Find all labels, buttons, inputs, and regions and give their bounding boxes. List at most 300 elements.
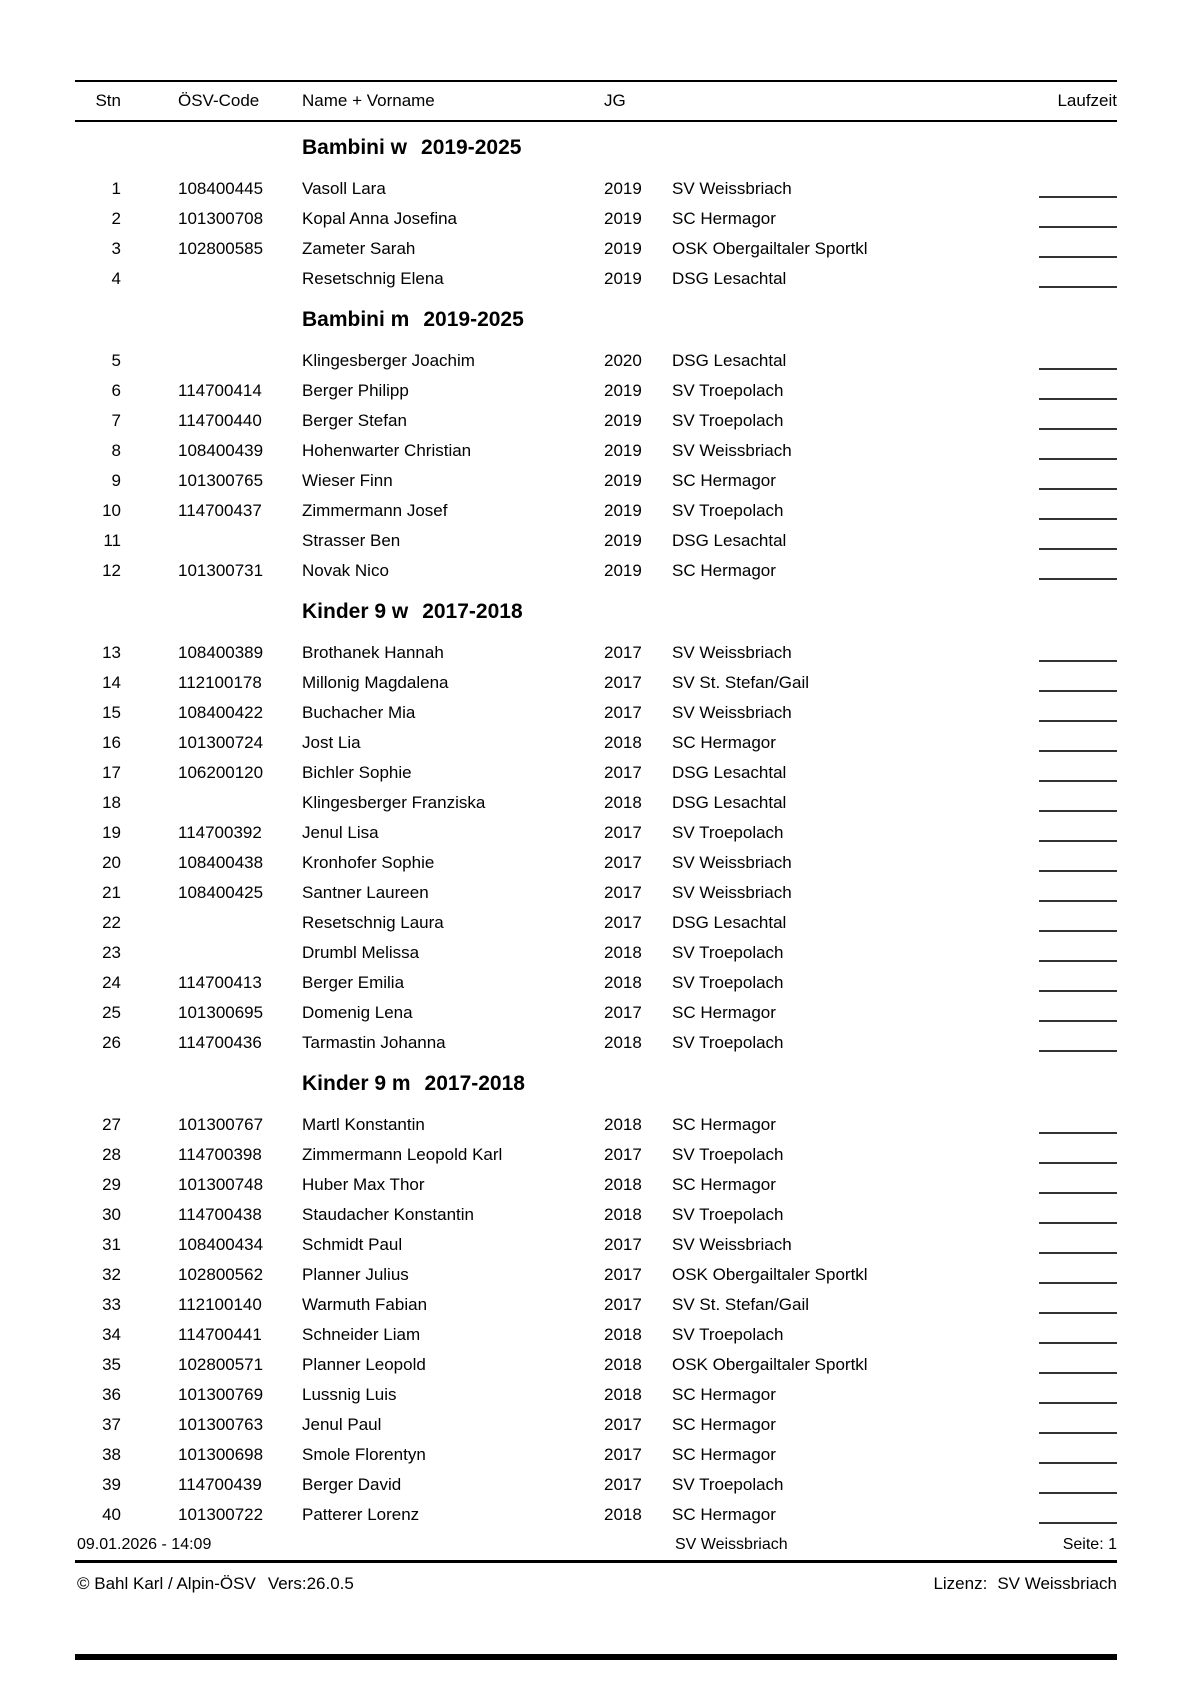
laufzeit-fill-in-line <box>1039 938 1117 962</box>
row-oesv-code: 114700398 <box>178 1145 262 1164</box>
row-laufzeit-cell <box>1039 1110 1117 1140</box>
row-laufzeit-cell <box>1039 668 1117 698</box>
row-birth-year: 2017 <box>604 1265 642 1284</box>
row-club: SV Troepolach <box>672 501 784 520</box>
row-athlete-name: Vasoll Lara <box>302 179 386 198</box>
row-start-number: 33 <box>102 1295 121 1314</box>
row-start-number: 23 <box>102 943 121 962</box>
row-oesv-code: 114700440 <box>178 411 262 430</box>
laufzeit-fill-in-line <box>1039 264 1117 288</box>
license-footer <box>75 1563 1117 1605</box>
table-row <box>75 1320 1117 1350</box>
row-birth-year: 2019 <box>604 531 642 550</box>
laufzeit-fill-in-line <box>1039 1320 1117 1344</box>
table-row <box>75 234 1117 264</box>
row-birth-year: 2017 <box>604 1145 642 1164</box>
row-club: DSG Lesachtal <box>672 793 787 812</box>
row-oesv-code: 101300695 <box>178 1003 264 1022</box>
row-club: SV Weissbriach <box>672 643 792 662</box>
row-birth-year: 2017 <box>604 1003 642 1022</box>
row-start-number: 31 <box>102 1235 121 1254</box>
row-birth-year: 2018 <box>604 1355 642 1374</box>
table-row <box>75 436 1117 466</box>
row-start-number: 28 <box>102 1145 121 1164</box>
row-start-number: 13 <box>102 643 121 662</box>
section-title <box>75 122 1117 174</box>
row-birth-year: 2019 <box>604 501 642 520</box>
table-row <box>75 1500 1117 1530</box>
col-header-stn: Stn <box>95 91 121 110</box>
row-start-number: 30 <box>102 1205 121 1224</box>
row-athlete-name: Klingesberger Joachim <box>302 351 475 370</box>
row-birth-year: 2017 <box>604 883 642 902</box>
row-athlete-name: Resetschnig Laura <box>302 913 444 932</box>
row-club: OSK Obergailtaler Sportkl <box>672 1265 868 1284</box>
row-club: SV Troepolach <box>672 943 784 962</box>
row-start-number: 39 <box>102 1475 121 1494</box>
laufzeit-fill-in-line <box>1039 556 1117 580</box>
row-athlete-name: Drumbl Melissa <box>302 943 420 962</box>
table-row <box>75 848 1117 878</box>
laufzeit-fill-in-line <box>1039 818 1117 842</box>
row-birth-year: 2019 <box>604 411 642 430</box>
table-row <box>75 174 1117 204</box>
row-athlete-name: Brothanek Hannah <box>302 643 444 662</box>
row-birth-year: 2018 <box>604 973 642 992</box>
row-laufzeit-cell <box>1039 908 1117 938</box>
row-club: SV Weissbriach <box>672 1235 792 1254</box>
row-athlete-name: Wieser Finn <box>302 471 393 490</box>
table-row <box>75 728 1117 758</box>
row-start-number: 22 <box>102 913 121 932</box>
row-athlete-name: Domenig Lena <box>302 1003 413 1022</box>
row-oesv-code <box>178 788 302 818</box>
table-row <box>75 788 1117 818</box>
row-start-number: 14 <box>102 673 121 692</box>
row-oesv-code: 112100140 <box>178 1295 262 1314</box>
table-row <box>75 638 1117 668</box>
version-text: Vers:26.0.5 <box>267 1574 354 1593</box>
laufzeit-fill-in-line <box>1039 848 1117 872</box>
footer-datetime: 09.01.2026 - 14:09 <box>77 1536 212 1553</box>
row-oesv-code: 108400439 <box>178 441 264 460</box>
row-oesv-code: 101300769 <box>178 1385 264 1404</box>
row-athlete-name: Schneider Liam <box>302 1325 421 1344</box>
table-row <box>75 878 1117 908</box>
row-laufzeit-cell <box>1039 556 1117 586</box>
row-start-number: 12 <box>102 561 121 580</box>
table-row <box>75 1260 1117 1290</box>
row-club: SC Hermagor <box>672 1385 776 1404</box>
row-birth-year: 2017 <box>604 703 642 722</box>
row-start-number: 8 <box>111 441 121 460</box>
row-oesv-code <box>178 264 302 294</box>
row-athlete-name: Warmuth Fabian <box>302 1295 428 1314</box>
row-start-number: 35 <box>102 1355 121 1374</box>
row-birth-year: 2018 <box>604 1205 642 1224</box>
row-athlete-name: Zimmermann Josef <box>302 501 448 520</box>
row-laufzeit-cell <box>1039 1230 1117 1260</box>
row-athlete-name: Bichler Sophie <box>302 763 412 782</box>
row-oesv-code: 101300748 <box>178 1175 264 1194</box>
row-athlete-name: Zimmermann Leopold Karl <box>302 1145 503 1164</box>
row-start-number: 10 <box>102 501 121 520</box>
row-birth-year: 2018 <box>604 1385 642 1404</box>
row-laufzeit-cell <box>1039 234 1117 264</box>
laufzeit-fill-in-line <box>1039 1290 1117 1314</box>
row-laufzeit-cell <box>1039 346 1117 376</box>
laufzeit-fill-in-line <box>1039 346 1117 370</box>
row-birth-year: 2017 <box>604 1475 642 1494</box>
row-oesv-code <box>178 908 302 938</box>
table-row <box>75 668 1117 698</box>
row-laufzeit-cell <box>1039 264 1117 294</box>
row-oesv-code: 101300763 <box>178 1415 264 1434</box>
row-oesv-code: 108400434 <box>178 1235 264 1254</box>
row-birth-year: 2017 <box>604 913 642 932</box>
section-class-name: Bambini m <box>302 308 410 331</box>
row-oesv-code: 101300765 <box>178 471 264 490</box>
col-header-club <box>672 82 1039 120</box>
row-oesv-code <box>178 526 302 556</box>
row-athlete-name: Planner Leopold <box>302 1355 426 1374</box>
row-club: SC Hermagor <box>672 209 776 228</box>
section-title <box>75 586 1117 638</box>
row-start-number: 20 <box>102 853 121 872</box>
row-birth-year: 2018 <box>604 1033 642 1052</box>
row-birth-year: 2018 <box>604 733 642 752</box>
row-athlete-name: Jenul Lisa <box>302 823 379 842</box>
row-oesv-code: 114700437 <box>178 501 262 520</box>
row-birth-year: 2017 <box>604 763 642 782</box>
row-athlete-name: Berger David <box>302 1475 402 1494</box>
laufzeit-fill-in-line <box>1039 998 1117 1022</box>
row-oesv-code: 112100178 <box>178 673 262 692</box>
row-club: SC Hermagor <box>672 1115 776 1134</box>
row-club: OSK Obergailtaler Sportkl <box>672 1355 868 1374</box>
row-laufzeit-cell <box>1039 698 1117 728</box>
row-start-number: 21 <box>102 883 121 902</box>
row-laufzeit-cell <box>1039 938 1117 968</box>
table-row <box>75 1170 1117 1200</box>
table-row <box>75 758 1117 788</box>
row-club: DSG Lesachtal <box>672 763 787 782</box>
section-class-name: Bambini w <box>302 136 408 159</box>
table-row <box>75 1200 1117 1230</box>
row-birth-year: 2017 <box>604 1295 642 1314</box>
table-row <box>75 1380 1117 1410</box>
row-club: DSG Lesachtal <box>672 913 787 932</box>
row-club: SV Weissbriach <box>672 853 792 872</box>
row-laufzeit-cell <box>1039 998 1117 1028</box>
row-club: SV Troepolach <box>672 1325 784 1344</box>
row-laufzeit-cell <box>1039 496 1117 526</box>
table-row <box>75 406 1117 436</box>
laufzeit-fill-in-line <box>1039 234 1117 258</box>
table-row <box>75 1350 1117 1380</box>
laufzeit-fill-in-line <box>1039 668 1117 692</box>
row-athlete-name: Tarmastin Johanna <box>302 1033 446 1052</box>
row-club: SV Weissbriach <box>672 883 792 902</box>
row-start-number: 32 <box>102 1265 121 1284</box>
laufzeit-fill-in-line <box>1039 638 1117 662</box>
row-club: SC Hermagor <box>672 1415 776 1434</box>
row-birth-year: 2019 <box>604 381 642 400</box>
row-oesv-code: 106200120 <box>178 763 264 782</box>
row-birth-year: 2018 <box>604 1505 642 1524</box>
row-athlete-name: Resetschnig Elena <box>302 269 444 288</box>
row-start-number: 11 <box>103 531 121 550</box>
row-laufzeit-cell <box>1039 878 1117 908</box>
laufzeit-fill-in-line <box>1039 908 1117 932</box>
row-athlete-name: Berger Emilia <box>302 973 405 992</box>
table-row <box>75 376 1117 406</box>
footer-club-name: SV Weissbriach <box>675 1536 788 1553</box>
row-birth-year: 2019 <box>604 179 642 198</box>
row-start-number: 27 <box>102 1115 121 1134</box>
row-athlete-name: Martl Konstantin <box>302 1115 425 1134</box>
row-laufzeit-cell <box>1039 788 1117 818</box>
laufzeit-fill-in-line <box>1039 1200 1117 1224</box>
row-club: DSG Lesachtal <box>672 351 787 370</box>
row-birth-year: 2018 <box>604 1175 642 1194</box>
row-start-number: 29 <box>102 1175 121 1194</box>
laufzeit-fill-in-line <box>1039 1350 1117 1374</box>
row-athlete-name: Jost Lia <box>302 733 361 752</box>
row-laufzeit-cell <box>1039 376 1117 406</box>
row-birth-year: 2017 <box>604 1415 642 1434</box>
row-laufzeit-cell <box>1039 728 1117 758</box>
col-header-jg: JG <box>604 91 626 110</box>
row-birth-year: 2018 <box>604 943 642 962</box>
laufzeit-fill-in-line <box>1039 788 1117 812</box>
row-athlete-name: Lussnig Luis <box>302 1385 397 1404</box>
footer-license <box>933 1563 1117 1605</box>
table-row <box>75 1140 1117 1170</box>
row-birth-year: 2019 <box>604 471 642 490</box>
row-club: SC Hermagor <box>672 1445 776 1464</box>
laufzeit-fill-in-line <box>1039 968 1117 992</box>
table-row <box>75 908 1117 938</box>
section-title <box>75 294 1117 346</box>
row-laufzeit-cell <box>1039 1290 1117 1320</box>
row-laufzeit-cell <box>1039 436 1117 466</box>
row-laufzeit-cell <box>1039 174 1117 204</box>
row-oesv-code: 102800562 <box>178 1265 264 1284</box>
row-start-number: 15 <box>102 703 121 722</box>
row-oesv-code: 101300767 <box>178 1115 264 1134</box>
row-birth-year: 2019 <box>604 269 642 288</box>
section-year-range: 2019-2025 <box>421 136 522 159</box>
row-birth-year: 2018 <box>604 1325 642 1344</box>
row-oesv-code: 101300731 <box>178 561 264 580</box>
row-oesv-code: 101300724 <box>178 733 264 752</box>
laufzeit-fill-in-line <box>1039 1380 1117 1404</box>
row-laufzeit-cell <box>1039 968 1117 998</box>
laufzeit-fill-in-line <box>1039 1470 1117 1494</box>
row-start-number: 5 <box>111 351 121 370</box>
row-start-number: 18 <box>102 793 121 812</box>
row-club: SV St. Stefan/Gail <box>672 1295 810 1314</box>
table-row <box>75 1470 1117 1500</box>
laufzeit-fill-in-line <box>1039 204 1117 228</box>
row-athlete-name: Strasser Ben <box>302 531 401 550</box>
row-athlete-name: Staudacher Konstantin <box>302 1205 475 1224</box>
row-athlete-name: Berger Philipp <box>302 381 409 400</box>
row-athlete-name: Smole Florentyn <box>302 1445 426 1464</box>
row-oesv-code: 108400389 <box>178 643 264 662</box>
laufzeit-fill-in-line <box>1039 698 1117 722</box>
table-row <box>75 556 1117 586</box>
laufzeit-fill-in-line <box>1039 1170 1117 1194</box>
laufzeit-fill-in-line <box>1039 1500 1117 1524</box>
row-club: SV Weissbriach <box>672 703 792 722</box>
row-birth-year: 2020 <box>604 351 642 370</box>
row-laufzeit-cell <box>1039 848 1117 878</box>
row-club: SV Troepolach <box>672 1033 784 1052</box>
row-oesv-code: 102800571 <box>178 1355 264 1374</box>
row-club: SV Weissbriach <box>672 179 792 198</box>
row-start-number: 7 <box>111 411 121 430</box>
row-laufzeit-cell <box>1039 1028 1117 1058</box>
table-row <box>75 1410 1117 1440</box>
row-oesv-code: 108400422 <box>178 703 264 722</box>
row-laufzeit-cell <box>1039 638 1117 668</box>
table-row <box>75 1440 1117 1470</box>
row-laufzeit-cell <box>1039 1320 1117 1350</box>
table-row <box>75 526 1117 556</box>
row-laufzeit-cell <box>1039 1500 1117 1530</box>
row-birth-year: 2017 <box>604 673 642 692</box>
row-start-number: 34 <box>102 1325 121 1344</box>
row-birth-year: 2017 <box>604 1235 642 1254</box>
row-athlete-name: Planner Julius <box>302 1265 409 1284</box>
row-oesv-code <box>178 346 302 376</box>
laufzeit-fill-in-line <box>1039 496 1117 520</box>
row-birth-year: 2017 <box>604 853 642 872</box>
row-laufzeit-cell <box>1039 1410 1117 1440</box>
table-row <box>75 204 1117 234</box>
row-start-number: 9 <box>111 471 121 490</box>
section-class-name: Kinder 9 m <box>302 1072 411 1095</box>
col-header-name: Name + Vorname <box>302 91 435 110</box>
row-athlete-name: Kopal Anna Josefina <box>302 209 458 228</box>
license-label: Lizenz: <box>933 1574 988 1593</box>
col-header-oesv-code: ÖSV-Code <box>178 91 260 110</box>
row-club: DSG Lesachtal <box>672 531 787 550</box>
page-footer <box>75 1530 1117 1563</box>
laufzeit-fill-in-line <box>1039 436 1117 460</box>
row-oesv-code: 114700413 <box>178 973 262 992</box>
row-start-number: 37 <box>102 1415 121 1434</box>
section-year-range: 2019-2025 <box>423 308 524 331</box>
row-athlete-name: Jenul Paul <box>302 1415 382 1434</box>
row-club: SV Troepolach <box>672 973 784 992</box>
row-oesv-code: 108400445 <box>178 179 264 198</box>
row-laufzeit-cell <box>1039 526 1117 556</box>
row-laufzeit-cell <box>1039 1440 1117 1470</box>
table-row <box>75 264 1117 294</box>
row-start-number: 36 <box>102 1385 121 1404</box>
section-year-range: 2017-2018 <box>422 600 523 623</box>
laufzeit-fill-in-line <box>1039 466 1117 490</box>
row-laufzeit-cell <box>1039 758 1117 788</box>
laufzeit-fill-in-line <box>1039 878 1117 902</box>
row-athlete-name: Hohenwarter Christian <box>302 441 472 460</box>
row-athlete-name: Patterer Lorenz <box>302 1505 420 1524</box>
table-row <box>75 1028 1117 1058</box>
row-birth-year: 2017 <box>604 643 642 662</box>
row-club: DSG Lesachtal <box>672 269 787 288</box>
row-oesv-code: 114700438 <box>178 1205 262 1224</box>
row-laufzeit-cell <box>1039 1140 1117 1170</box>
row-start-number: 3 <box>111 239 121 258</box>
row-club: SV St. Stefan/Gail <box>672 673 810 692</box>
bottom-page-bar <box>75 1654 1117 1660</box>
laufzeit-fill-in-line <box>1039 1110 1117 1134</box>
row-start-number: 16 <box>102 733 121 752</box>
row-laufzeit-cell <box>1039 1380 1117 1410</box>
row-club: SC Hermagor <box>672 733 776 752</box>
laufzeit-fill-in-line <box>1039 1440 1117 1464</box>
row-oesv-code: 114700392 <box>178 823 262 842</box>
row-start-number: 19 <box>102 823 121 842</box>
copyright-text: © Bahl Karl / Alpin-ÖSV <box>77 1574 256 1593</box>
row-club: SC Hermagor <box>672 561 776 580</box>
row-oesv-code: 108400438 <box>178 853 264 872</box>
row-oesv-code: 108400425 <box>178 883 264 902</box>
row-birth-year: 2017 <box>604 823 642 842</box>
row-club: OSK Obergailtaler Sportkl <box>672 239 868 258</box>
row-laufzeit-cell <box>1039 1350 1117 1380</box>
laufzeit-fill-in-line <box>1039 1140 1117 1164</box>
row-birth-year: 2018 <box>604 793 642 812</box>
row-oesv-code: 102800585 <box>178 239 264 258</box>
row-club: SV Troepolach <box>672 1205 784 1224</box>
table-row <box>75 698 1117 728</box>
row-start-number: 24 <box>102 973 121 992</box>
row-club: SC Hermagor <box>672 1175 776 1194</box>
footer-copyright <box>77 1563 354 1605</box>
section-year-range: 2017-2018 <box>424 1072 525 1095</box>
row-start-number: 38 <box>102 1445 121 1464</box>
row-club: SV Troepolach <box>672 823 784 842</box>
row-birth-year: 2018 <box>604 1115 642 1134</box>
row-start-number: 4 <box>111 269 121 288</box>
row-laufzeit-cell <box>1039 818 1117 848</box>
row-athlete-name: Buchacher Mia <box>302 703 416 722</box>
row-club: SV Weissbriach <box>672 441 792 460</box>
row-athlete-name: Kronhofer Sophie <box>302 853 435 872</box>
table-row <box>75 1290 1117 1320</box>
col-header-laufzeit: Laufzeit <box>1057 91 1117 110</box>
row-laufzeit-cell <box>1039 1170 1117 1200</box>
row-start-number: 25 <box>102 1003 121 1022</box>
row-club: SC Hermagor <box>672 1505 776 1524</box>
row-athlete-name: Millonig Magdalena <box>302 673 449 692</box>
row-oesv-code: 101300698 <box>178 1445 264 1464</box>
row-start-number: 40 <box>102 1505 121 1524</box>
row-start-number: 17 <box>102 763 121 782</box>
row-oesv-code: 114700414 <box>178 381 262 400</box>
laufzeit-fill-in-line <box>1039 758 1117 782</box>
table-row <box>75 496 1117 526</box>
row-birth-year: 2019 <box>604 441 642 460</box>
row-start-number: 6 <box>111 381 121 400</box>
row-oesv-code: 114700441 <box>178 1325 262 1344</box>
row-laufzeit-cell <box>1039 466 1117 496</box>
table-row <box>75 938 1117 968</box>
